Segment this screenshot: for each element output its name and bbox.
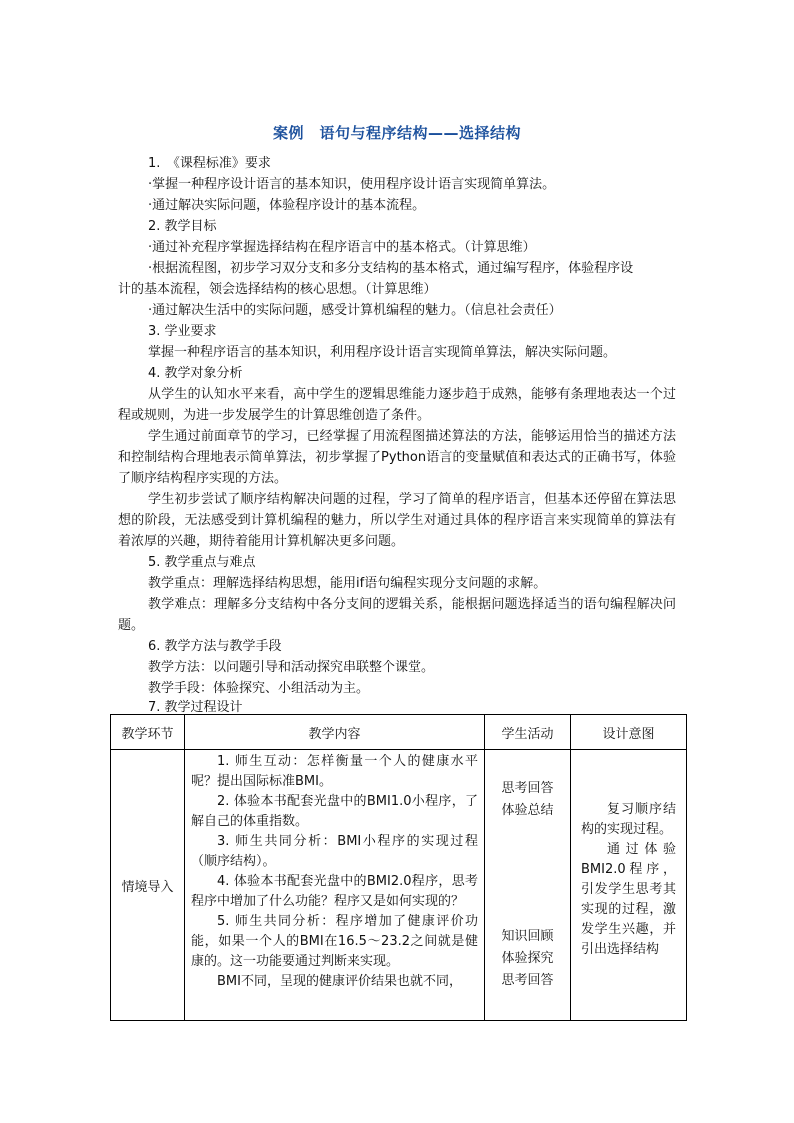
section-4-paragraph-1: 从学生的认知水平来看，高中学生的逻辑思维能力逐步趋于成熟，能够有条理地表达一个过程或规则，为进一步发展学生的计算思维创造了条件。 <box>118 387 676 423</box>
activity-cell <box>485 750 571 1021</box>
activity-item: 体验探究 <box>501 951 554 966</box>
page-title: 案例 语句与程序结构——选择结构 <box>272 124 521 142</box>
section-2-bullet-2b: 计的基本流程，领会选择结构的核心思想。（计算思维） <box>118 282 437 297</box>
activity-item: 知识回顾 <box>501 929 554 944</box>
section-4-paragraph-3: 学生初步尝试了顺序结构解决问题的过程，学习了简单的程序语言，但基本还停留在算法思想的阶段，无法感受到计算机编程的魅力，所以学生对通过具体的程序语言来实现简单的算法有着浓厚的兴趣，期待着能用计算机解决更多问题。 <box>118 492 676 549</box>
section-3-text: 掌握一种程序语言的基本知识，利用程序设计语言实现简单算法，解决实际问题。 <box>148 345 617 360</box>
section-6-heading: 6. 教学方法与教学手段 <box>148 639 282 654</box>
intent-item: 复习顺序结构的实现过程。 <box>581 802 676 837</box>
intent-item: 通过体验BMI2.0程序，引发学生思考其实现的过程，激发学生兴趣，并引出选择结构 <box>581 842 676 957</box>
header-intent: 设计意图 <box>571 715 687 750</box>
activity-item: 思考回答 <box>501 781 554 796</box>
content-item: BMI不同，呈现的健康评价结果也就不同， <box>217 974 462 989</box>
header-content: 教学内容 <box>185 715 485 750</box>
section-7-heading: 7. 教学过程设计 <box>148 700 243 715</box>
content-item: 2. 体验本书配套光盘中的BMI1.0小程序，了解自己的体重指数。 <box>191 794 478 829</box>
header-stage: 教学环节 <box>111 715 185 750</box>
activity-item: 思考回答 <box>501 973 554 988</box>
section-1-heading: 1. 《课程标准》要求 <box>148 156 271 171</box>
stage-cell: 情境导入 <box>111 750 185 1021</box>
section-5-heading: 5. 教学重点与难点 <box>148 555 256 570</box>
section-2-bullet-3: ·通过解决生活中的实际问题，感受计算机编程的魅力。（信息社会责任） <box>148 303 562 318</box>
section-5-difficulty: 教学难点：理解多分支结构中各分支间的逻辑关系，能根据问题选择适当的语句编程解决问题。 <box>118 597 676 633</box>
intent-cell <box>571 750 687 1021</box>
content-item: 4. 体验本书配套光盘中的BMI2.0程序，思考程序中增加了什么功能？程序又是如何实现的？ <box>191 874 478 909</box>
section-6-method: 教学方法：以问题引导和活动探究串联整个课堂。 <box>148 660 435 675</box>
section-3-heading: 3. 学业要求 <box>148 324 217 339</box>
content-item: 5. 师生共同分析：程序增加了健康评价功能，如果一个人的BMI在16.5～23.2之间就是健康的。这一功能要通过判断来实现。 <box>191 914 478 969</box>
teaching-process-table <box>110 714 687 1021</box>
section-2-bullet-1: ·通过补充程序掌握选择结构在程序语言中的基本格式。（计算思维） <box>148 240 536 255</box>
section-5-key-point: 教学重点：理解选择结构思想，能用if语句编程实现分支问题的求解。 <box>148 576 547 591</box>
section-2-heading: 2. 教学目标 <box>148 219 217 234</box>
activity-item: 体验总结 <box>501 803 554 818</box>
section-2-bullet-2a: ·根据流程图，初步学习双分支和多分支结构的基本格式，通过编写程序，体验程序设 <box>148 261 634 276</box>
section-1-bullet-1: ·掌握一种程序设计语言的基本知识，使用程序设计语言实现简单算法。 <box>148 177 556 192</box>
activity-group-2 <box>485 926 570 992</box>
content-item: 1. 师生互动：怎样衡量一个人的健康水平呢？提出国际标准BMI。 <box>191 754 478 789</box>
section-4-paragraph-2: 学生通过前面章节的学习，已经掌握了用流程图描述算法的方法，能够运用恰当的描述方法和控制结构合理地表示简单算法，初步掌握了Python语言的变量赋值和表达式的正确书写，体验了顺序结构程序实现的方法。 <box>118 429 676 486</box>
table-row <box>111 750 687 1021</box>
table-header-row <box>111 715 687 750</box>
content-cell <box>185 750 485 1021</box>
section-6-means: 教学手段：体验探究、小组活动为主。 <box>148 681 370 696</box>
header-activity: 学生活动 <box>485 715 571 750</box>
section-4-heading: 4. 教学对象分析 <box>148 366 243 381</box>
content-item: 3. 师生共同分析：BMI小程序的实现过程（顺序结构）。 <box>191 834 478 869</box>
section-1-bullet-2: ·通过解决实际问题，体验程序设计的基本流程。 <box>148 198 426 213</box>
activity-group-1 <box>485 778 570 822</box>
